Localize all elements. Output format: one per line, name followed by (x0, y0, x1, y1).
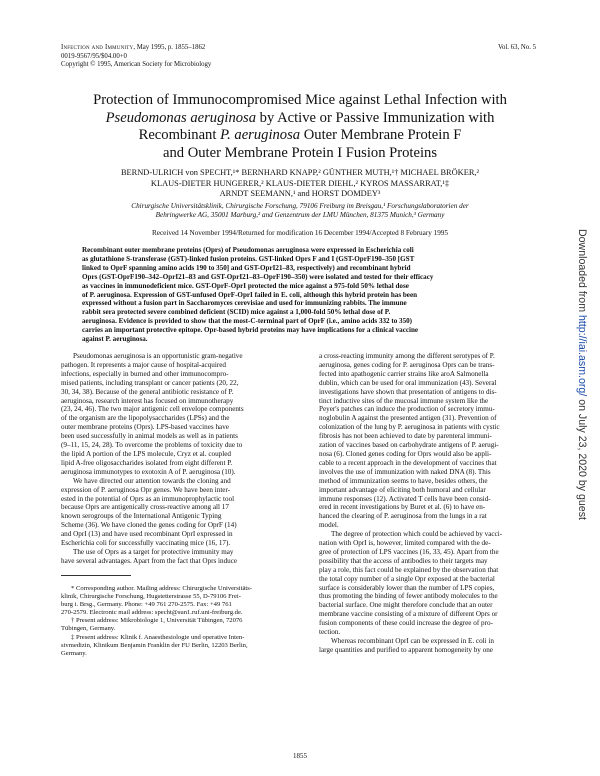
body-line: the total copy number of a single Opr exposed at the bacterial (319, 574, 495, 583)
body-line: involves the use of immunization with naked DNA (8). This (319, 467, 491, 476)
affiliation-line: Chirurgische Universitätsklinik, Chirurgische Forschung, 79106 Freiburg im Breisgau,¹ Forschungslaboratorien der (131, 202, 469, 210)
body-line: zation of vaccines based on carbohydrate antigens of P. aerugi- (319, 441, 499, 450)
body-line: been used successfully in animal models as well as in patients (61, 432, 238, 441)
abstract (82, 246, 532, 344)
body-line: play a role, this fact could be explained by the observation that (319, 565, 499, 574)
body-right-column (319, 352, 567, 655)
body-line: (9–11, 15, 24, 28). To overcome the problems of toxicity due to (61, 441, 243, 450)
body-line: large quantities and purified to apparent homogeneity by one (319, 645, 493, 654)
body-line: thus promoting the binding of fewer antibody molecules to the (319, 592, 498, 601)
body-line: gree of protection of LPS vaccines (16, 33, 45). Apart from the (319, 547, 499, 556)
issn: 0019-9567/95/$04.00+0 (61, 52, 127, 60)
body-line: surface is considerably lower than the number of LPS copies, (319, 583, 495, 592)
author-line: KLAUS-DIETER HUNGERER,² KLAUS-DIETER DIEHL,² KYROS MASSARRAT,¹‡ (150, 178, 450, 188)
body-line: important advantage of eliciting both humoral and cellular (319, 485, 486, 494)
author-list (40, 168, 560, 200)
body-line: method of immunization seems to have, besides others, the (319, 476, 488, 485)
body-line: tinct inductive sites of the mucosal immune system like the (319, 396, 489, 405)
body-line: a cross-reacting immunity among the different serotypes of P. (319, 352, 495, 360)
abstract-line: linked to OprF spanning amino acids 190 to 350] and GST-OprI21–83, respectively) and recombinant hybrid (82, 263, 411, 272)
body-line: Scheme (36). We have cloned the genes coding for OprF (14) (61, 521, 237, 530)
body-line: dublin, which can be used for oral immunization (43). Several (319, 378, 497, 387)
title-line-2 (40, 110, 560, 128)
abstract-line: as vaccines in immunodeficient mice. GST-OprF-OprI protected the mice against a 975-fold 50% lethal dose (82, 281, 409, 290)
footnote-line: sivmedizin, Klinikum Benjamin Franklin der FU Berlin, 12203 Berlin, (61, 641, 248, 649)
author-line: ARNDT SEEMANN,¹ and HORST DOMDEY³ (219, 189, 381, 199)
body-line: nation with OprI is, however, limited compared with the de- (319, 539, 491, 548)
title-line-3-a: Recombinant (138, 127, 221, 144)
body-line: fibrosis has not been achieved to date by parenteral immuni- (319, 432, 492, 441)
footnote-line: ‡ Present address: Klinik f. Anaesthesiologie und operative Inten- (71, 633, 245, 641)
body-line: have several advantages. Apart from the fact that Oprs induce (61, 556, 238, 565)
abstract-line: Recombinant outer membrane proteins (Oprs) of Pseudomonas aeruginosa were expressed in Escherichia coli (82, 246, 414, 254)
body-line: We have directed our attention towards the cloning and (73, 476, 231, 485)
body-line: of the organism are the lipopolysaccharides (LPSs) and the (61, 414, 230, 423)
abstract-line: expressed without a fusion part in Saccharomyces cerevisiae and used for immunizing rabbits. The immune (82, 299, 407, 308)
title-line-3-b: Outer Membrane Protein F (300, 127, 462, 144)
footnote-line: Germany. (61, 649, 87, 657)
footnote-line: burg i. Brsg., Germany. Phone: +49 761 270-2575. Fax: +49 761 (61, 601, 232, 609)
body-line: nosa (6). Cloned genes coding for Oprs would also be appli- (319, 449, 492, 458)
body-line: Pseudomonas aeruginosa is an opportunistic gram-negative (73, 352, 243, 360)
footnote-line: * Corresponding author. Mailing address: Chirurgische Universitäts- (71, 585, 252, 592)
body-line: ested in the potential of Oprs as an immunoprophylactic tool (61, 494, 235, 503)
body-line: outer membrane proteins (Oprs). LPS-based vaccines have (61, 423, 229, 432)
body-line: ered in recent investigations by Buret et al. (6) to have en- (319, 503, 486, 512)
body-line: Whereas recombinant OprI can be expressed in E. coli in (331, 637, 494, 645)
watermark-prefix: Downloaded from (576, 229, 588, 315)
body-line: infections, especially in burned and other immunocompro- (61, 369, 229, 378)
body-line: Peyer's patches can induce the production of secretory immu- (319, 405, 495, 414)
journal-issue: , May 1995, p. 1855–1862 (133, 44, 206, 51)
affiliation-line: Behringwerke AG, 35001 Marburg,² and Genzentrum der LMU München, 81375 Munich,³ Germany (155, 211, 445, 220)
abstract-line: as glutathione S-transferase (GST)-linked fusion proteins. GST-linked Oprs F and I (GST-OprF190–350 [GST (82, 254, 415, 263)
body-line: mised patients, including transplant or cancer patients (20, 22, (61, 378, 239, 387)
body-line: expression of P. aeruginosa Opr genes. We have been inter- (61, 485, 231, 494)
abstract-line: rabbit sera protected severe combined deficient (SCID) mice against a 1,000-fold 50% lethal dose of P. (82, 308, 391, 317)
body-line: possibility that the access of antibodies to their targets may (319, 556, 488, 565)
volume-number: Vol. 63, No. 5 (497, 44, 536, 51)
body-line: 30, 34, 38). Because of the general antibiotic resistance of P. (61, 387, 234, 396)
body-line: lipid A-free oligosaccharides isolated from eight different P. (61, 458, 233, 467)
body-line: the lipid A portion of the LPS molecule, Cryz et al. coupled (61, 449, 231, 458)
abstract-line: carries an important protective epitope. Opr-based hybrid proteins may have implications for a clinical vaccine (82, 326, 419, 335)
title-species: Pseudomonas aeruginosa (105, 109, 257, 126)
body-line: noglobulin A against the presented antigen (31). Prevention of (319, 414, 497, 423)
body-line: pathogen. It represents a major cause of hospital-acquired (61, 360, 226, 369)
title-line-3 (40, 127, 560, 145)
body-line: investigations have shown that presentation of antigens to dis- (319, 387, 497, 396)
body-line: membrane vaccine consisting of a mixture of different Oprs or (319, 610, 498, 619)
page-title (40, 92, 560, 162)
title-line-4: and Outer Membrane Protein I Fusion Proteins (163, 144, 437, 161)
footnote-divider (61, 575, 131, 576)
title-line-3-species: P. aeruginosa (220, 127, 301, 144)
body-line: fusion components of these could increase the degree of pro- (319, 619, 493, 628)
download-watermark (576, 229, 588, 520)
affiliations (50, 202, 550, 221)
body-line: cable to a recent approach in the development of vaccines that (319, 458, 497, 467)
body-line: because Oprs are antigenically cross-reactive among all 17 (61, 503, 229, 512)
page-number: 1855 (293, 752, 307, 760)
footnote-line: 270-2579. Electronic mail address: specht@sun1.ruf.uni-freiburg.de. (61, 609, 243, 617)
received-dates: Received 14 November 1994/Returned for modification 16 December 1994/Accepted 8 February 1995 (152, 229, 448, 237)
body-line: known serogroups of the International Antigenic Typing (61, 512, 222, 521)
footnotes (61, 585, 309, 658)
footnote-line: † Present address: Mikrobiologie 1, Universität Tübingen, 72076 (71, 617, 243, 625)
abstract-line: aeruginosa. Evidence is provided to show that the most-C-terminal part of OprF (i.e., amino acids 332 to 350) (82, 317, 413, 326)
body-line: The use of Oprs as a target for protective immunity may (73, 547, 234, 556)
body-line: tection. (319, 628, 341, 637)
author-line: BERND-ULRICH von SPECHT,¹* BERNHARD KNAPP,² GÜNTHER MUTH,¹† MICHAEL BRÖKER,² (120, 168, 480, 177)
body-line: model. (319, 521, 339, 530)
copyright: Copyright © 1995, American Society for Microbiology (61, 61, 212, 69)
body-line: and OprI (13) and have used recombinant OprI expressed in (61, 530, 233, 539)
body-left-column (61, 352, 309, 566)
title-line-2-rest: by Active or Passive Immunization with (256, 109, 495, 126)
abstract-line: against P. aeruginosa. (82, 335, 148, 344)
journal-link[interactable]: http://iai.asm.org/ (576, 314, 588, 397)
footnote-line: Tübingen, Germany. (61, 625, 116, 633)
body-line: immune responses (12). Activated T cells have been consid- (319, 494, 491, 503)
abstract-line: of P. aeruginosa. Expression of GST-unfused OprF-OprI failed in E. coli, although this hybrid protein has been (82, 290, 418, 299)
body-line: hanced the clearing of P. aeruginosa from the lungs in a rat (319, 512, 487, 521)
body-line: aeruginosa, genes coding for P. aeruginosa Oprs can be trans- (319, 360, 495, 369)
journal-header (61, 44, 211, 70)
title-line-1: Protection of Immunocompromised Mice against Lethal Infection with (93, 92, 507, 108)
body-line: The degree of protection which could be achieved by vacci- (331, 530, 503, 539)
body-line: bacterial surface. One might therefore conclude that an outer (319, 601, 493, 610)
journal-name: Infection and Immunity (61, 44, 134, 51)
watermark-suffix: on July 23, 2020 by guest (576, 396, 588, 520)
abstract-line: Oprs (GST-OprF190–342–OprI21–83 and GST-OprI21–83–OprF190–350) were isolated and tested for their efficacy (82, 272, 434, 281)
body-line: fected into apathogenic carrier strains like aroA Salmonella (319, 369, 489, 378)
body-line: aeruginosa immunotypes to exotoxin A of P. aeruginosa (10). (61, 467, 236, 476)
body-line: (23, 24, 46). The two major antigenic cell envelope components (61, 405, 244, 414)
footnote-line: klinik, Chirurgische Forschung, Hugstetterstrasse 55, D-79106 Frei- (61, 593, 241, 601)
body-line: aeruginosa, research interest has focused on immunotherapy (61, 396, 234, 405)
body-line: colonization of the lung by P. aeruginosa in patients with cystic (319, 423, 500, 432)
body-line: Escherichia coli for successfully vaccinating mice (16, 17). (61, 539, 231, 548)
